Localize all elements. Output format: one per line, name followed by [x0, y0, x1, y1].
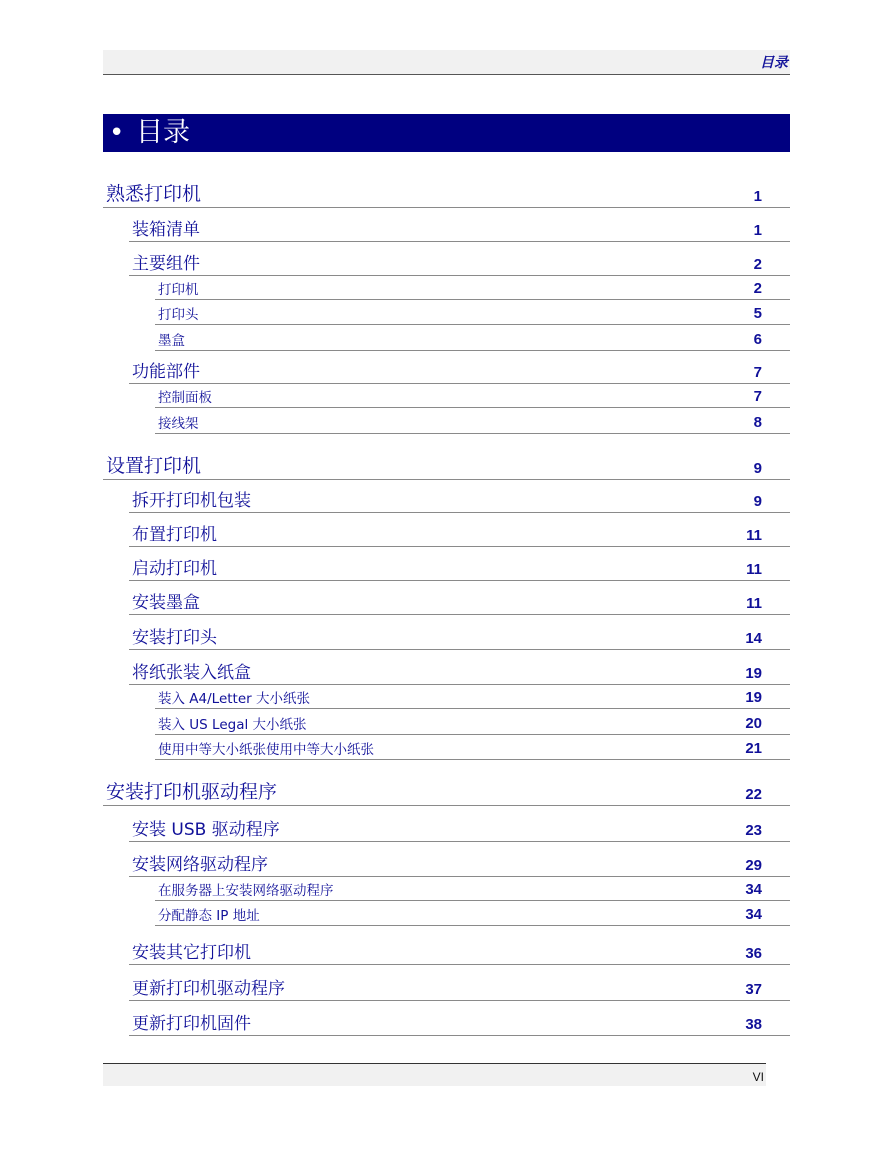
toc-page: 14 — [745, 630, 762, 647]
toc-label: 在服务器上安装网络驱动程序 — [158, 883, 334, 899]
toc-page: 38 — [745, 1016, 762, 1033]
toc-section[interactable] — [129, 592, 790, 615]
toc-label: 布置打印机 — [132, 525, 217, 545]
toc-subsection[interactable] — [155, 332, 790, 351]
toc-page: 37 — [745, 981, 762, 998]
toc-label: 将纸张装入纸盒 — [132, 663, 251, 683]
toc-label: 安装打印头 — [132, 628, 217, 648]
toc-page: 7 — [753, 364, 762, 381]
toc-section[interactable] — [129, 361, 790, 384]
toc-label: 安装其它打印机 — [132, 943, 251, 963]
toc-label: 启动打印机 — [132, 559, 217, 579]
toc-subsection[interactable] — [155, 389, 790, 408]
toc-page: 22 — [745, 786, 762, 803]
toc-chapter[interactable] — [103, 183, 790, 208]
toc-page: 9 — [753, 460, 762, 477]
toc-label: 控制面板 — [158, 390, 212, 406]
bullet-icon: • — [109, 118, 125, 148]
toc-subsection[interactable] — [155, 882, 790, 901]
toc-page: 36 — [745, 945, 762, 962]
toc-subsection[interactable] — [155, 281, 790, 300]
toc-page: 8 — [753, 414, 762, 431]
toc-label: 使用中等大小纸张使用中等大小纸张 — [158, 742, 374, 758]
toc-label: 设置打印机 — [106, 455, 202, 477]
toc-label: 安装 USB 驱动程序 — [132, 820, 280, 840]
toc-label: 装入 A4/Letter 大小纸张 — [158, 691, 310, 707]
toc-label: 主要组件 — [132, 254, 200, 274]
toc-page: 9 — [753, 493, 762, 510]
toc-section[interactable] — [129, 978, 790, 1001]
toc-banner — [103, 114, 790, 152]
toc-label: 更新打印机驱动程序 — [132, 979, 285, 999]
toc-label: 安装墨盒 — [132, 593, 200, 613]
toc-label: 安装网络驱动程序 — [132, 855, 268, 875]
toc-label: 接线架 — [158, 416, 199, 432]
toc-page: 1 — [753, 222, 762, 239]
toc-label: 安装打印机驱动程序 — [106, 781, 278, 803]
toc-section[interactable] — [129, 490, 790, 513]
toc-section[interactable] — [129, 819, 790, 842]
running-footer — [103, 1063, 766, 1086]
footer-page-number: VI — [752, 1070, 764, 1084]
toc-page: 34 — [745, 906, 762, 923]
toc-page: 5 — [753, 305, 762, 322]
toc-subsection[interactable] — [155, 907, 790, 926]
toc-subsection[interactable] — [155, 415, 790, 434]
running-header — [103, 50, 790, 75]
toc-label: 拆开打印机包装 — [132, 491, 251, 511]
toc-page: 19 — [745, 665, 762, 682]
toc-chapter[interactable] — [103, 455, 790, 480]
toc-label: 墨盒 — [158, 333, 185, 349]
toc-label: 熟悉打印机 — [106, 183, 202, 205]
toc-subsection[interactable] — [155, 690, 790, 709]
toc-label: 分配静态 IP 地址 — [158, 908, 260, 924]
toc-label: 更新打印机固件 — [132, 1014, 251, 1034]
toc-section[interactable] — [129, 662, 790, 685]
toc-section[interactable] — [129, 854, 790, 877]
toc-page: 20 — [745, 715, 762, 732]
header-title: 目录 — [760, 55, 788, 71]
toc-subsection[interactable] — [155, 306, 790, 325]
toc-section[interactable] — [129, 627, 790, 650]
toc-page: 2 — [753, 256, 762, 273]
toc-section[interactable] — [129, 1013, 790, 1036]
toc-section[interactable] — [129, 219, 790, 242]
toc-label: 打印机 — [158, 282, 199, 298]
toc-page: 23 — [745, 822, 762, 839]
toc-page: 34 — [745, 881, 762, 898]
toc-label: 装入 US Legal 大小纸张 — [158, 717, 307, 733]
toc-label: 装箱清单 — [132, 220, 200, 240]
toc-page: 6 — [753, 331, 762, 348]
toc-section[interactable] — [129, 942, 790, 965]
toc-chapter[interactable] — [103, 781, 790, 806]
toc-subsection[interactable] — [155, 716, 790, 735]
toc-page: 21 — [745, 740, 762, 757]
toc-page: 2 — [753, 280, 762, 297]
toc-page: 11 — [746, 595, 762, 612]
page-title: 目录 — [136, 117, 190, 148]
toc-section[interactable] — [129, 524, 790, 547]
toc-page: 19 — [745, 689, 762, 706]
toc-page: 7 — [753, 388, 762, 405]
toc-page: 11 — [746, 527, 762, 544]
toc-label: 功能部件 — [132, 362, 200, 382]
toc-section[interactable] — [129, 253, 790, 276]
toc-page: 29 — [745, 857, 762, 874]
toc-label: 打印头 — [158, 307, 199, 323]
toc-section[interactable] — [129, 558, 790, 581]
toc-subsection[interactable] — [155, 741, 790, 760]
toc-page: 11 — [746, 561, 762, 578]
toc-page: 1 — [753, 188, 762, 205]
